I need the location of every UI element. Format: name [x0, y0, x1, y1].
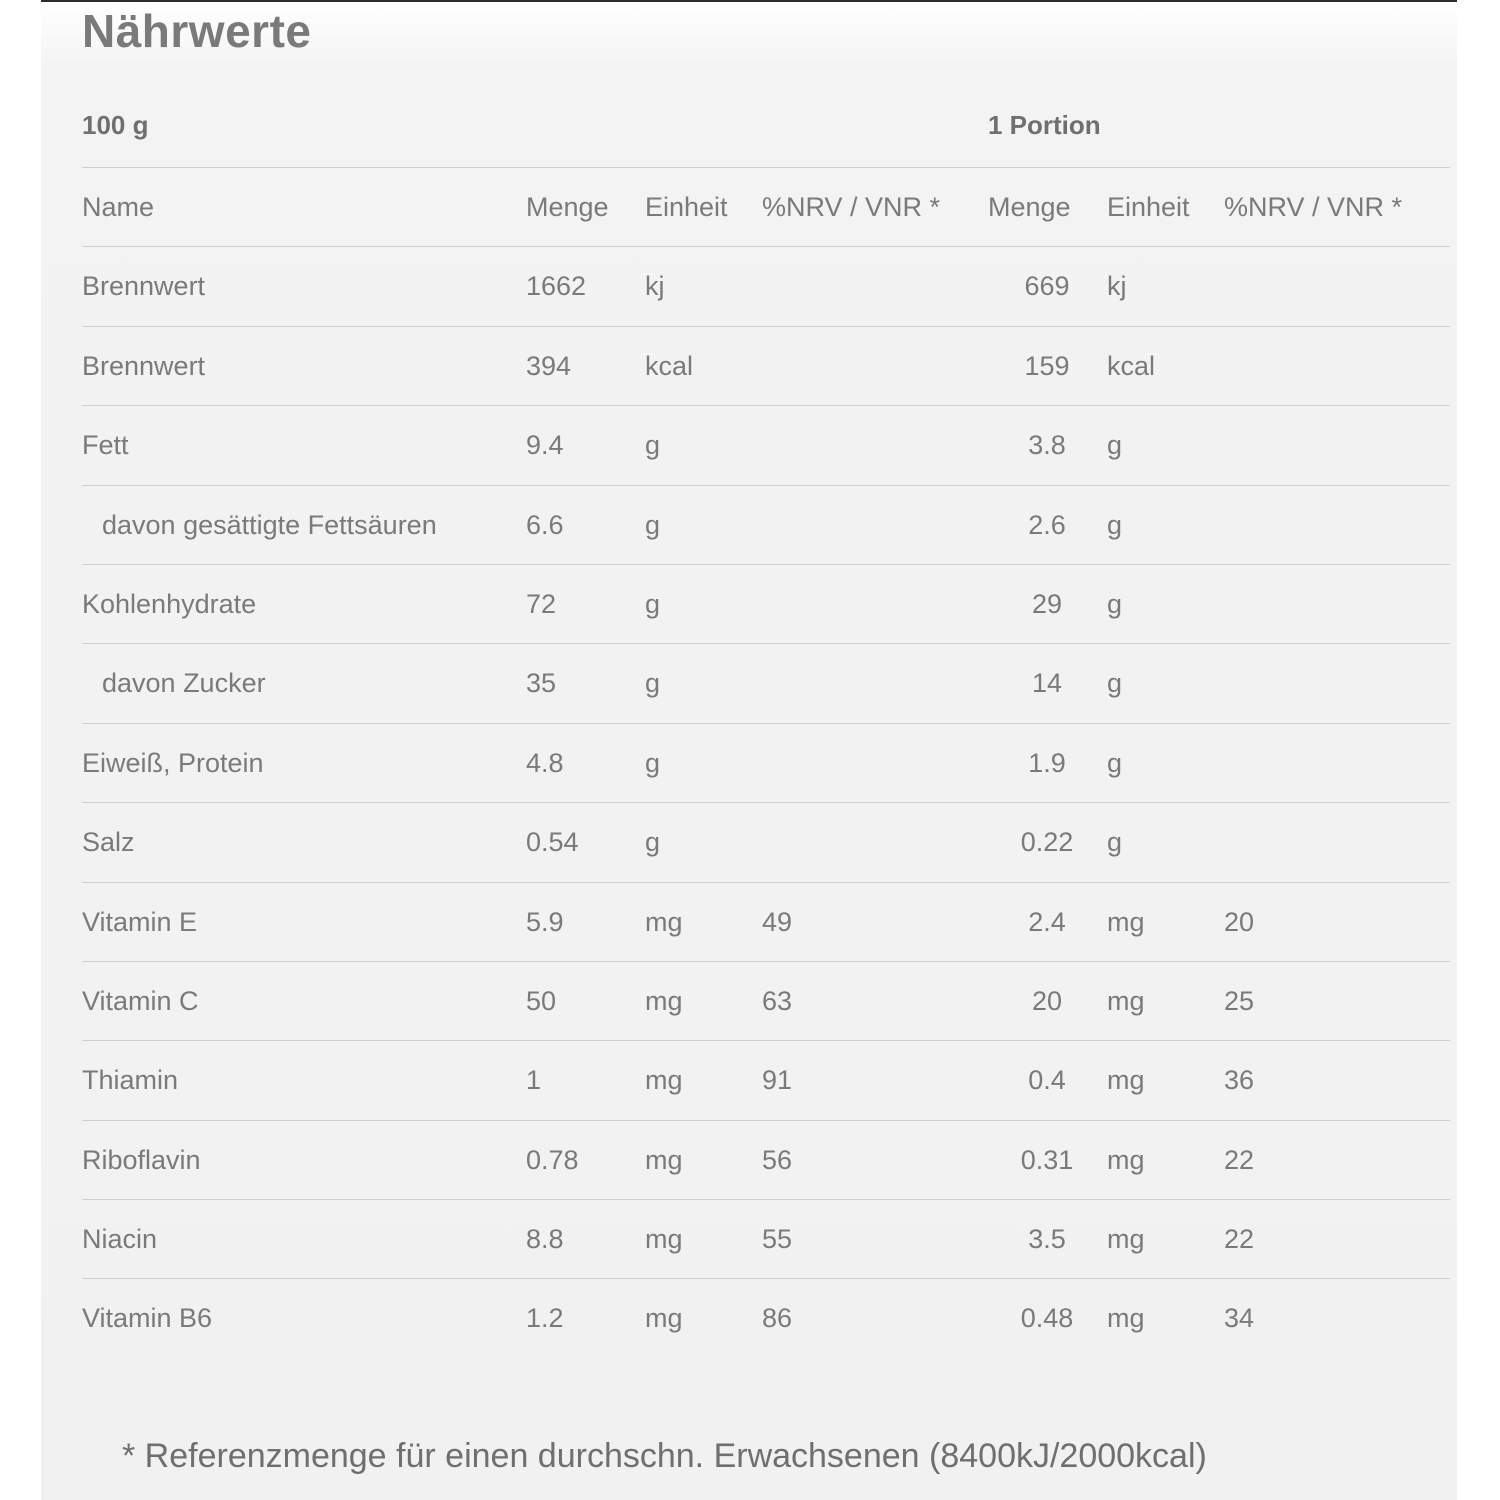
- nrv-100g: 49: [762, 906, 793, 937]
- table-row: [82, 485, 1450, 564]
- footnote: * Referenzmenge für einen durchschn. Erwachsenen (8400kJ/2000kcal): [122, 1437, 1207, 1475]
- table-row: [82, 1278, 1450, 1357]
- table-row: [82, 246, 1450, 325]
- nrv-100g: 63: [762, 985, 793, 1016]
- table-header-row: [82, 167, 1450, 246]
- table-row: [82, 1040, 1450, 1119]
- page-title: Nährwerte: [82, 5, 312, 57]
- amount-100g: 0.78: [526, 1144, 579, 1175]
- nutrient-name: Brennwert: [82, 271, 206, 302]
- nutrient-name: Kohlenhydrate: [82, 588, 257, 619]
- unit-100g: kcal: [645, 350, 694, 381]
- amount-100g: 1.2: [526, 1303, 564, 1334]
- unit-100g: mg: [645, 1303, 683, 1334]
- unit-portion: mg: [1107, 906, 1145, 937]
- amount-portion: 0.48: [1020, 1303, 1074, 1334]
- nutrient-name: Niacin: [82, 1224, 158, 1255]
- unit-100g: g: [645, 430, 661, 461]
- amount-100g: 8.8: [526, 1224, 564, 1255]
- unit-portion: g: [1107, 430, 1123, 461]
- column-header-nrv-portion: %NRV / VNR *: [1224, 192, 1403, 222]
- group-heading-portion: 1 Portion: [988, 110, 1101, 140]
- table-row: [82, 1199, 1450, 1278]
- nrv-portion: 34: [1224, 1303, 1255, 1334]
- unit-100g: kj: [645, 271, 665, 302]
- unit-portion: mg: [1107, 1303, 1145, 1334]
- amount-100g: 35: [526, 668, 557, 699]
- unit-100g: mg: [645, 985, 683, 1016]
- amount-100g: 5.9: [526, 906, 564, 937]
- nutrient-name: Salz: [82, 827, 135, 858]
- unit-portion: g: [1107, 588, 1123, 619]
- amount-portion: 1.9: [1028, 747, 1066, 778]
- amount-portion: 3.8: [1028, 430, 1066, 461]
- unit-100g: g: [645, 588, 661, 619]
- group-heading-100g: 100 g: [82, 110, 149, 140]
- nrv-portion: 20: [1224, 906, 1255, 937]
- unit-portion: mg: [1107, 1065, 1145, 1096]
- amount-portion: 14: [1031, 668, 1063, 699]
- amount-100g: 1: [526, 1065, 542, 1096]
- column-header-einheit-100g: Einheit: [645, 192, 728, 222]
- table-row: [82, 564, 1450, 643]
- unit-100g: mg: [645, 1065, 683, 1096]
- unit-portion: g: [1107, 668, 1123, 699]
- amount-100g: 0.54: [526, 827, 579, 858]
- unit-100g: mg: [645, 1144, 683, 1175]
- unit-100g: g: [645, 668, 661, 699]
- amount-100g: 9.4: [526, 430, 564, 461]
- nutrient-name: Vitamin C: [82, 985, 199, 1016]
- amount-portion: 669: [1024, 271, 1070, 302]
- amount-portion: 0.22: [1020, 827, 1074, 858]
- amount-portion: 3.5: [1028, 1224, 1066, 1255]
- amount-portion: 0.4: [1028, 1065, 1066, 1096]
- unit-100g: g: [645, 827, 661, 858]
- nutrient-name: Eiweiß, Protein: [82, 747, 264, 778]
- unit-portion: g: [1107, 747, 1123, 778]
- amount-portion: 29: [1031, 588, 1063, 619]
- nrv-portion: 25: [1224, 985, 1255, 1016]
- unit-portion: kj: [1107, 271, 1127, 302]
- table-row: [82, 882, 1450, 961]
- amount-100g: 394: [526, 350, 572, 381]
- nutrient-name: Fett: [82, 430, 129, 461]
- amount-portion: 20: [1031, 985, 1063, 1016]
- nutrient-name: davon Zucker: [102, 668, 266, 699]
- nrv-100g: 86: [762, 1303, 793, 1334]
- unit-portion: g: [1107, 827, 1123, 858]
- nrv-portion: 36: [1224, 1065, 1255, 1096]
- unit-100g: g: [645, 747, 661, 778]
- nutrient-name: Riboflavin: [82, 1144, 201, 1175]
- table-row: [82, 961, 1450, 1040]
- nutrition-panel: [41, 0, 1457, 1500]
- table-row: [82, 643, 1450, 722]
- unit-portion: mg: [1107, 1224, 1145, 1255]
- table-row: [82, 1120, 1450, 1199]
- amount-portion: 159: [1024, 350, 1070, 381]
- table-row: [82, 405, 1450, 484]
- nrv-100g: 55: [762, 1224, 793, 1255]
- nutrition-table: [82, 167, 1450, 1358]
- amount-100g: 1662: [526, 271, 587, 302]
- column-header-einheit-portion: Einheit: [1107, 192, 1190, 222]
- amount-100g: 50: [526, 985, 557, 1016]
- amount-100g: 6.6: [526, 509, 564, 540]
- column-header-name: Name: [82, 192, 155, 222]
- nrv-portion: 22: [1224, 1224, 1255, 1255]
- nrv-100g: 56: [762, 1144, 793, 1175]
- column-header-nrv-100g: %NRV / VNR *: [762, 192, 941, 222]
- amount-portion: 2.6: [1028, 509, 1066, 540]
- table-row: [82, 723, 1450, 802]
- unit-portion: g: [1107, 509, 1123, 540]
- amount-100g: 4.8: [526, 747, 564, 778]
- nutrient-name: Vitamin E: [82, 906, 198, 937]
- unit-portion: kcal: [1107, 350, 1156, 381]
- nutrient-name: Thiamin: [82, 1065, 179, 1096]
- nutrient-name: Vitamin B6: [82, 1303, 213, 1334]
- nutrient-name: Brennwert: [82, 350, 206, 381]
- nutrient-name: davon gesättigte Fettsäuren: [102, 509, 437, 540]
- nrv-100g: 91: [762, 1065, 793, 1096]
- amount-100g: 72: [526, 588, 557, 619]
- unit-portion: mg: [1107, 1144, 1145, 1175]
- unit-100g: mg: [645, 1224, 683, 1255]
- amount-portion: 2.4: [1028, 906, 1066, 937]
- unit-100g: g: [645, 509, 661, 540]
- table-row: [82, 802, 1450, 881]
- amount-portion: 0.31: [1020, 1144, 1074, 1175]
- unit-portion: mg: [1107, 985, 1145, 1016]
- nrv-portion: 22: [1224, 1144, 1255, 1175]
- column-header-menge-100g: Menge: [526, 192, 609, 222]
- table-row: [82, 326, 1450, 405]
- unit-100g: mg: [645, 906, 683, 937]
- column-header-menge-portion: Menge: [988, 192, 1071, 222]
